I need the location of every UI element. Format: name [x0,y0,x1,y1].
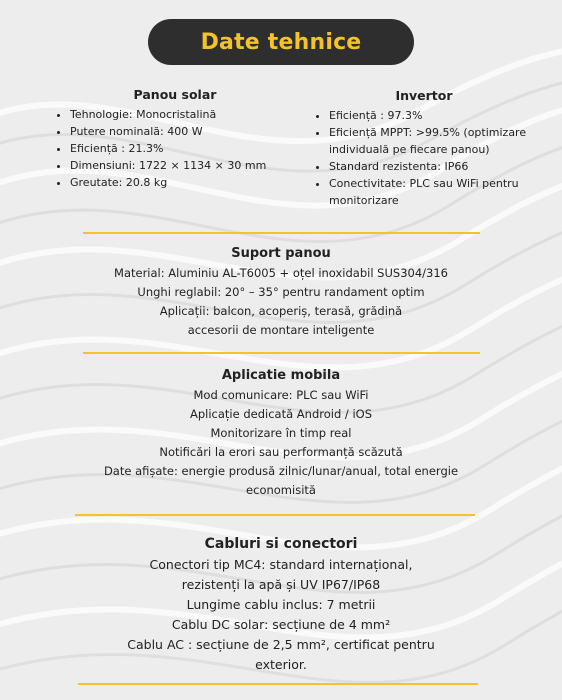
invertor-section [314,87,534,209]
text-line: accesorii de montare inteligente [187,323,375,337]
text-line: Date afișate: energie produsă zilnic/lunar/anual, total energie [103,464,459,478]
list-item: • Standard rezistenta: IP66 [329,158,534,175]
list-item: • Dimensiuni: 1722 × 1134 × 30 mm [70,157,295,174]
suport-panou-heading: Suport panou [231,246,331,261]
list-item: • Putere nominală: 400 W [70,123,295,140]
panou-solar-section [55,86,295,191]
text-line: Aplicații: balcon, acoperiș, terasă, grădină [159,304,403,318]
title-pill [148,19,414,65]
text-line: Material: Aluminiu AL-T6005 + oțel inoxidabil SUS304/316 [114,266,448,280]
panou-solar-heading: Panou solar [133,87,217,102]
divider [75,514,475,516]
text-line: Lungime cablu inclus: 7 metrii [186,597,376,612]
text-line: Aplicație dedicată Android / iOS [189,407,372,421]
text-line: economisită [246,483,316,497]
list-item: • Conectivitate: PLC sau WiFi pentru monitorizare [329,175,534,209]
text-line: Cablu DC solar: secțiune de 4 mm² [171,617,391,632]
text-line: Monitorizare în timp real [210,426,352,440]
cabluri-conectori-heading: Cabluri si conectori [204,536,358,552]
text-line: Notificări la erori sau performanță scăzută [159,445,403,459]
aplicatie-mobila-heading: Aplicatie mobila [221,368,341,383]
text-line: rezistenți la apă și UV IP67/IP68 [181,577,381,592]
text-line: Unghi reglabil: 20° – 35° pentru randament optim [137,285,425,299]
text-line: Cablu AC : secțiune de 2,5 mm², certificat pentru [127,637,435,652]
list-item: • Tehnologie: Monocristalină [70,106,295,123]
text-line: exterior. [255,657,307,672]
divider [83,232,480,234]
panou-solar-list [55,106,295,191]
list-item: • Eficiență : 21.3% [70,140,295,157]
list-item: • Eficiență : 97.3% [329,107,534,124]
page-title: Date tehnice [200,29,362,55]
text-line: Conectori tip MC4: standard internațional, [149,557,413,572]
aplicatie-mobila-section [0,366,562,500]
invertor-list [314,107,534,209]
invertor-heading: Invertor [395,88,453,103]
cabluri-conectori-section [0,533,562,675]
divider [78,683,478,685]
list-item: • Eficiență MPPT: >99.5% (optimizare individuală pe fiecare panou) [329,124,534,158]
suport-panou-section [0,244,562,340]
divider [83,352,480,354]
text-line: Mod comunicare: PLC sau WiFi [193,388,369,402]
list-item: • Greutate: 20.8 kg [70,174,295,191]
